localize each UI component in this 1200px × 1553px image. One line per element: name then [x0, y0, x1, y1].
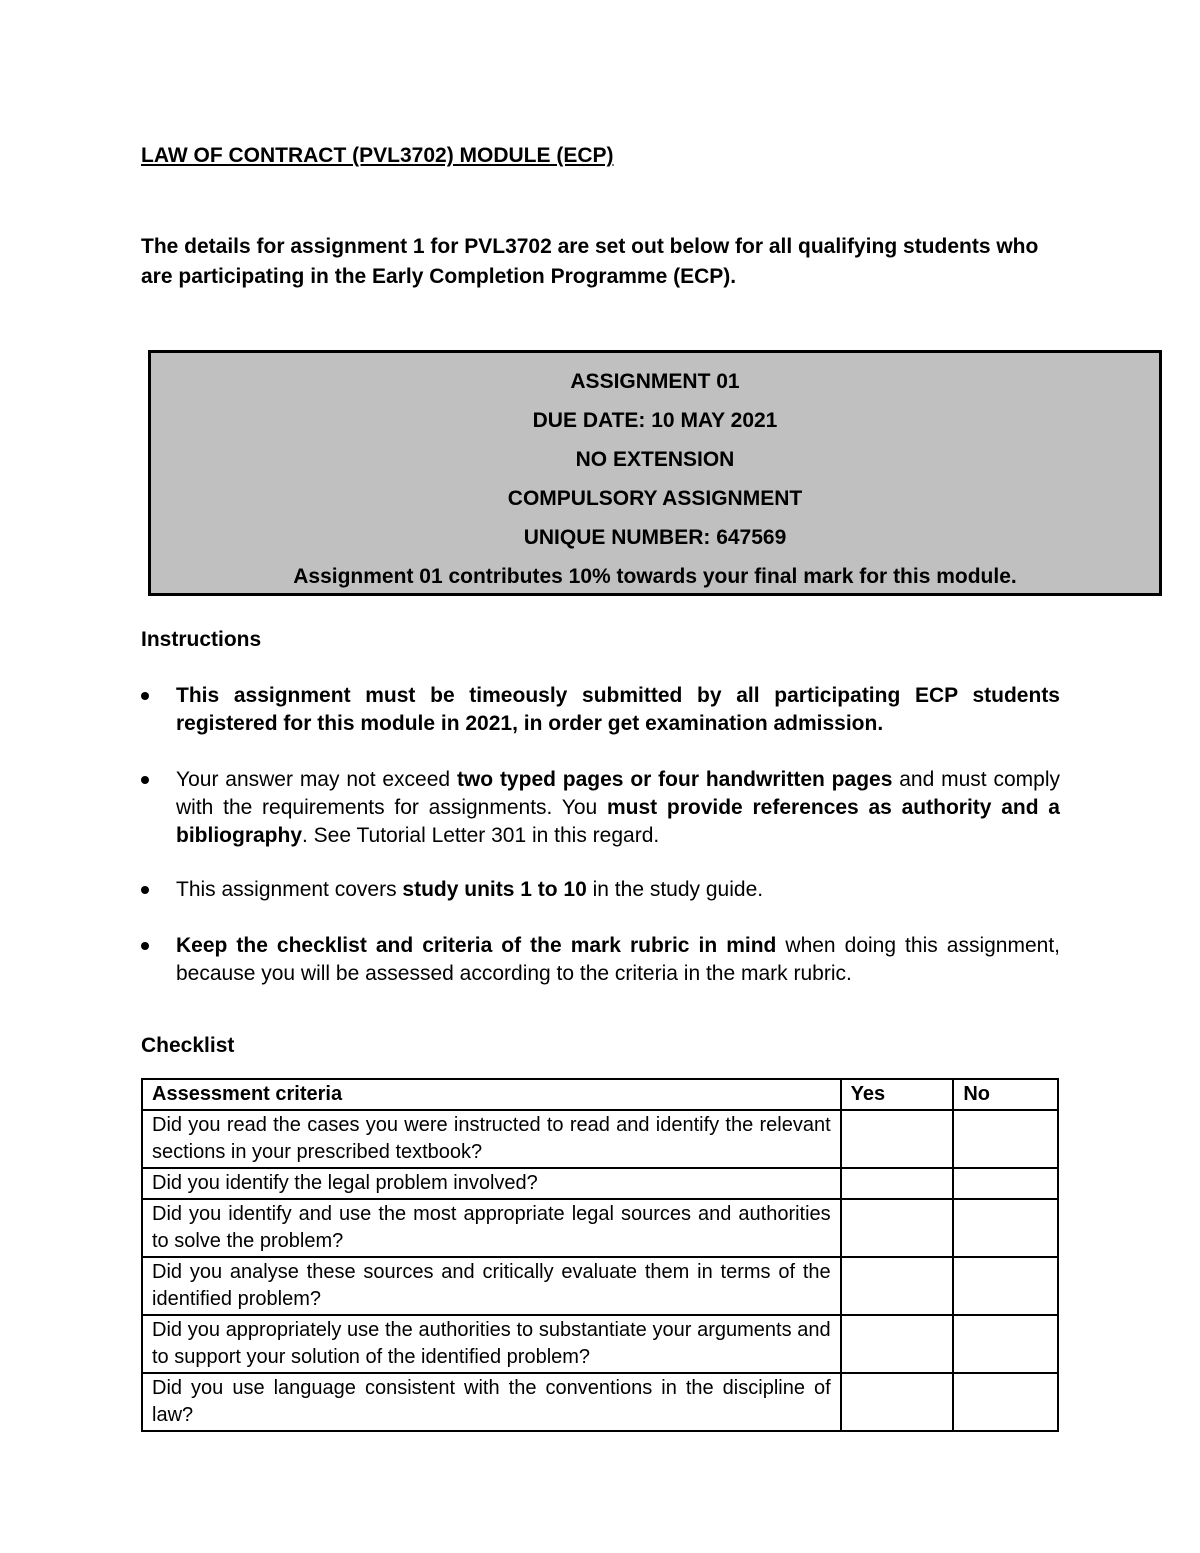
unique-number: UNIQUE NUMBER: 647569 — [523, 526, 787, 549]
bullet-icon — [141, 692, 149, 700]
no-cell — [953, 1199, 1058, 1257]
extension-note: NO EXTENSION — [575, 448, 735, 471]
criteria-cell: Did you read the cases you were instructed to read and identify the relevant sections in your prescribed textbook? — [142, 1110, 841, 1168]
no-cell — [953, 1373, 1058, 1431]
criteria-cell: Did you appropriately use the authorities to substantiate your arguments and to support your solution of the identified problem? — [142, 1315, 841, 1373]
instructions-heading: Instructions — [141, 628, 262, 651]
table-row — [142, 1257, 1058, 1315]
page-title: LAW OF CONTRACT (PVL3702) MODULE (ECP) — [141, 144, 614, 167]
contribution-note: Assignment 01 contributes 10% towards your final mark for this module. — [293, 565, 1017, 588]
assignment-number: ASSIGNMENT 01 — [570, 370, 740, 393]
checklist-table — [141, 1078, 1059, 1432]
intro-paragraph: The details for assignment 1 for PVL3702 are set out below for all qualifying students who are participating in the Early Completion Programme (ECP). — [141, 235, 1039, 288]
instruction-text: This assignment must be timeously submitted by all participating ECP students registered for this module in 2021, in order get examination admission. — [176, 684, 1060, 735]
instruction-text: This assignment covers study units 1 to 10 in the study guide. — [176, 878, 764, 901]
table-row — [142, 1110, 1058, 1168]
no-cell — [953, 1257, 1058, 1315]
table-row — [142, 1199, 1058, 1257]
table-row — [142, 1168, 1058, 1199]
table-row — [142, 1373, 1058, 1431]
criteria-cell: Did you identify the legal problem involved? — [142, 1168, 841, 1199]
column-header-no: No — [953, 1079, 1058, 1110]
assignment-info-box — [148, 350, 1162, 596]
table-row — [142, 1315, 1058, 1373]
yes-cell — [841, 1315, 954, 1373]
criteria-cell: Did you analyse these sources and critically evaluate them in terms of the identified problem? — [142, 1257, 841, 1315]
due-date: DUE DATE: 10 MAY 2021 — [532, 409, 778, 432]
compulsory-note: COMPULSORY ASSIGNMENT — [507, 487, 803, 510]
column-header-yes: Yes — [841, 1079, 954, 1110]
bullet-icon — [141, 776, 149, 784]
yes-cell — [841, 1110, 954, 1168]
no-cell — [953, 1110, 1058, 1168]
yes-cell — [841, 1168, 954, 1199]
bullet-icon — [141, 942, 149, 950]
criteria-cell: Did you use language consistent with the conventions in the discipline of law? — [142, 1373, 841, 1431]
yes-cell — [841, 1199, 954, 1257]
no-cell — [953, 1315, 1058, 1373]
table-header-row — [142, 1079, 1058, 1110]
instruction-text: Keep the checklist and criteria of the mark rubric in mind when doing this assignment, because you will be assessed according to the criteria in the mark rubric. — [176, 934, 1060, 985]
criteria-cell: Did you identify and use the most appropriate legal sources and authorities to solve the problem? — [142, 1199, 841, 1257]
yes-cell — [841, 1257, 954, 1315]
yes-cell — [841, 1373, 954, 1431]
instruction-text: Your answer may not exceed two typed pages or four handwritten pages and must comply with the requirements for assignments. You must provide references as authority and a bibliography. See Tutorial Letter 301 in this regard. — [176, 768, 1060, 847]
bullet-icon — [141, 886, 149, 894]
no-cell — [953, 1168, 1058, 1199]
column-header-criteria: Assessment criteria — [142, 1079, 841, 1110]
checklist-heading: Checklist — [141, 1034, 235, 1057]
